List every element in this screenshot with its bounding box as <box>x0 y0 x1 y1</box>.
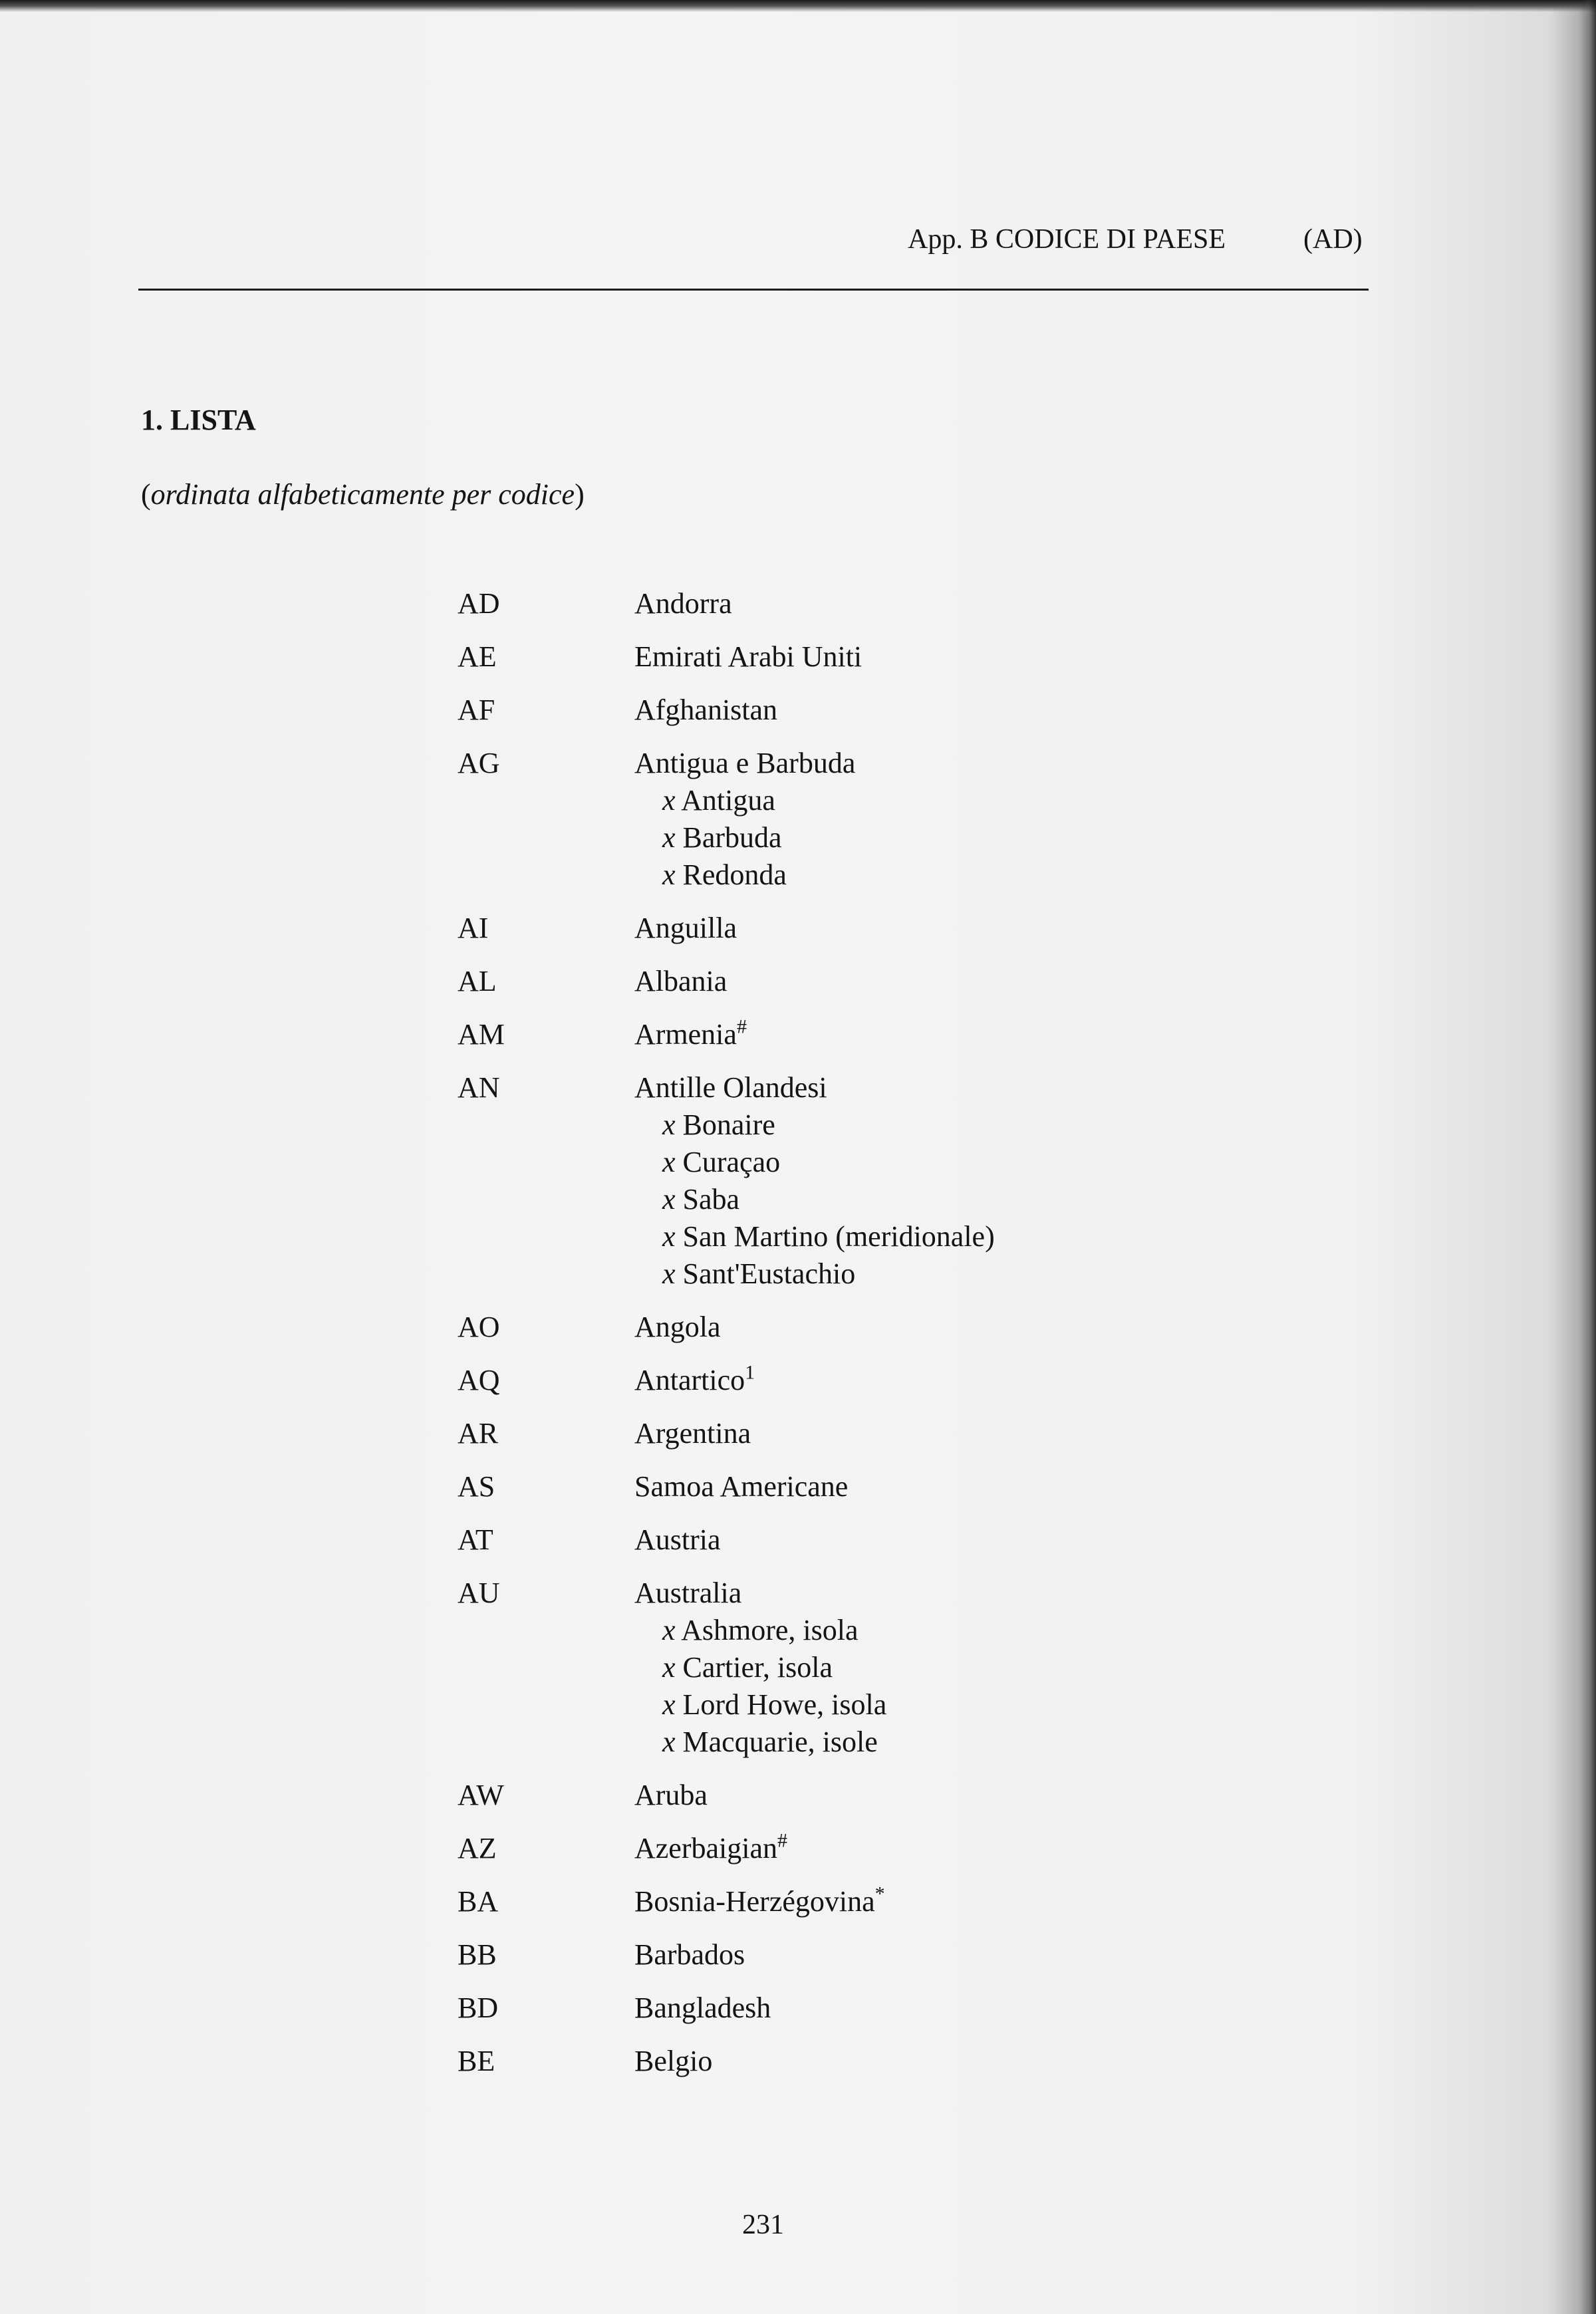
entry-row <box>458 585 1256 622</box>
country-name <box>634 910 737 947</box>
variant-text: Lord Howe, isola <box>682 1688 887 1721</box>
entry-row <box>458 963 1256 1000</box>
list-item <box>458 1830 1256 1867</box>
list-item <box>458 1309 1256 1346</box>
list-item <box>458 1936 1256 1974</box>
variant-prefix: x <box>662 1688 676 1721</box>
country-name <box>634 1990 771 2027</box>
subtitle-close-paren: ) <box>575 478 585 511</box>
variant-text: San Martino (meridionale) <box>682 1220 995 1253</box>
country-name <box>634 1415 751 1452</box>
list-item <box>458 1362 1256 1399</box>
entry-row <box>458 910 1256 947</box>
country-name <box>634 745 855 782</box>
country-name-text: Anguilla <box>634 912 737 944</box>
country-name <box>634 1468 848 1505</box>
variant-name <box>662 1255 1256 1293</box>
country-name-text: Andorra <box>634 587 732 620</box>
country-code: BE <box>458 2045 495 2077</box>
entry-row <box>458 1830 1256 1867</box>
country-name-text: Antartico <box>634 1364 745 1396</box>
entry-row <box>458 1362 1256 1399</box>
variant-text: Redonda <box>682 858 787 891</box>
entry-row <box>458 1521 1256 1559</box>
country-name <box>634 692 777 729</box>
country-name-text: Barbados <box>634 1938 745 1971</box>
variant-prefix: x <box>662 1146 676 1178</box>
list-item <box>458 1883 1256 1920</box>
variant-text: Barbuda <box>682 821 782 854</box>
country-name <box>634 1521 721 1559</box>
variant-name <box>662 1181 1256 1218</box>
country-name-text: Afghanistan <box>634 694 778 726</box>
page-number: 231 <box>742 2210 784 2240</box>
country-name <box>634 1575 741 1612</box>
variant-prefix: x <box>662 1220 676 1253</box>
variant-text: Ashmore, isola <box>681 1614 859 1646</box>
country-name-text: Aruba <box>634 1779 708 1811</box>
country-name-text: Emirati Arabi Uniti <box>634 640 863 673</box>
scan-top-edge-shadow <box>0 0 1596 12</box>
running-header-title: App. B CODICE DI PAESE <box>908 224 1226 255</box>
country-name-text: Austria <box>634 1523 721 1556</box>
variant-text: Macquarie, isole <box>682 1726 878 1758</box>
country-name <box>634 1936 745 1974</box>
variant-text: Bonaire <box>682 1108 775 1141</box>
list-item <box>458 1521 1256 1559</box>
country-name-text: Australia <box>634 1577 742 1609</box>
entry-row <box>458 1468 1256 1505</box>
country-code: AR <box>458 1417 499 1450</box>
variant-name <box>662 856 1256 894</box>
header-rule <box>138 289 1369 291</box>
country-name-text: Azerbaigian <box>634 1832 777 1864</box>
country-code: AO <box>458 1311 500 1343</box>
list-item <box>458 963 1256 1000</box>
entry-row <box>458 1016 1256 1053</box>
country-name-text: Bangladesh <box>634 1992 771 2024</box>
variant-prefix: x <box>662 1183 676 1216</box>
country-code: AL <box>458 965 497 997</box>
list-item <box>458 1575 1256 1761</box>
variant-text: Curaçao <box>682 1146 781 1178</box>
country-code: AM <box>458 1018 505 1051</box>
entry-row <box>458 1575 1256 1612</box>
variant-prefix: x <box>662 1108 676 1141</box>
variant-name <box>662 1144 1256 1181</box>
country-code: BD <box>458 1992 499 2024</box>
list-item <box>458 1990 1256 2027</box>
country-code: AW <box>458 1779 504 1811</box>
entry-row <box>458 1309 1256 1346</box>
variant-prefix: x <box>662 858 676 891</box>
country-name <box>634 1016 747 1053</box>
variant-prefix: x <box>662 1726 676 1758</box>
country-name <box>634 638 862 676</box>
country-code: BB <box>458 1938 497 1971</box>
country-name <box>634 963 727 1000</box>
country-name <box>634 1777 708 1814</box>
entry-row <box>458 638 1256 676</box>
variant-text: Sant'Eustachio <box>682 1257 856 1290</box>
list-item <box>458 910 1256 947</box>
country-code: AG <box>458 747 500 779</box>
country-code-list <box>458 585 1256 2096</box>
list-item <box>458 745 1256 894</box>
country-name-text: Samoa Americane <box>634 1470 849 1503</box>
entry-row <box>458 1415 1256 1452</box>
variant-text: Saba <box>682 1183 740 1216</box>
variant-prefix: x <box>662 821 676 854</box>
entry-row <box>458 692 1256 729</box>
country-code: AQ <box>458 1364 500 1396</box>
entry-row <box>458 745 1256 782</box>
variant-name <box>662 1686 1256 1724</box>
country-code: AD <box>458 587 500 620</box>
entry-row <box>458 1883 1256 1920</box>
country-name-text: Belgio <box>634 2045 713 2077</box>
variant-prefix: x <box>662 1614 676 1646</box>
country-name <box>634 1362 755 1399</box>
variant-name <box>662 819 1256 856</box>
country-name-text: Antigua e Barbuda <box>634 747 856 779</box>
variant-text: Cartier, isola <box>682 1651 833 1684</box>
country-code: AF <box>458 694 495 726</box>
country-name-text: Antille Olandesi <box>634 1071 827 1104</box>
country-name-text: Armenia <box>634 1018 737 1051</box>
entry-row <box>458 1777 1256 1814</box>
list-item <box>458 1415 1256 1452</box>
variant-name <box>662 1612 1256 1649</box>
subtitle-open-paren: ( <box>141 478 151 511</box>
footnote-marker: # <box>736 1015 747 1038</box>
footnote-marker: # <box>777 1829 787 1852</box>
country-name <box>634 2043 712 2080</box>
country-code: BA <box>458 1885 499 1918</box>
country-name <box>634 1309 721 1346</box>
country-name-text: Argentina <box>634 1417 751 1450</box>
country-code: AZ <box>458 1832 497 1864</box>
country-name-text: Angola <box>634 1311 721 1343</box>
country-name-text: Bosnia-Herzégovina <box>634 1885 875 1918</box>
country-code: AE <box>458 640 497 673</box>
list-item <box>458 1069 1256 1293</box>
variant-prefix: x <box>662 1651 676 1684</box>
variant-prefix: x <box>662 784 676 817</box>
variant-text: Antigua <box>681 784 775 817</box>
entry-row <box>458 1936 1256 1974</box>
entry-row <box>458 1990 1256 2027</box>
variant-name <box>662 1218 1256 1255</box>
variant-name <box>662 1649 1256 1686</box>
country-name <box>634 1069 827 1106</box>
list-item <box>458 2043 1256 2080</box>
footnote-marker: * <box>874 1882 885 1905</box>
country-code: AT <box>458 1523 493 1556</box>
scan-gutter-shadow <box>1579 0 1596 2314</box>
list-item <box>458 1777 1256 1814</box>
list-item <box>458 585 1256 622</box>
section-title: 1. LISTA <box>141 404 256 436</box>
footnote-marker: 1 <box>745 1361 755 1384</box>
variant-name <box>662 782 1256 819</box>
country-code: AS <box>458 1470 495 1503</box>
running-header-code: (AD) <box>1303 224 1363 255</box>
country-name <box>634 585 732 622</box>
country-name <box>634 1830 787 1867</box>
variant-name <box>662 1106 1256 1144</box>
country-name-text: Albania <box>634 965 728 997</box>
running-header <box>908 223 1373 255</box>
list-item <box>458 1016 1256 1053</box>
country-code: AN <box>458 1071 500 1104</box>
subtitle-text: ordinata alfabeticamente per codice <box>150 478 575 511</box>
list-item <box>458 692 1256 729</box>
variant-prefix: x <box>662 1257 676 1290</box>
country-code: AU <box>458 1577 500 1609</box>
entry-row <box>458 1069 1256 1106</box>
section-subtitle <box>141 477 585 511</box>
list-item <box>458 1468 1256 1505</box>
list-item <box>458 638 1256 676</box>
country-name <box>634 1883 885 1920</box>
entry-row <box>458 2043 1256 2080</box>
country-code: AI <box>458 912 489 944</box>
variant-name <box>662 1724 1256 1761</box>
